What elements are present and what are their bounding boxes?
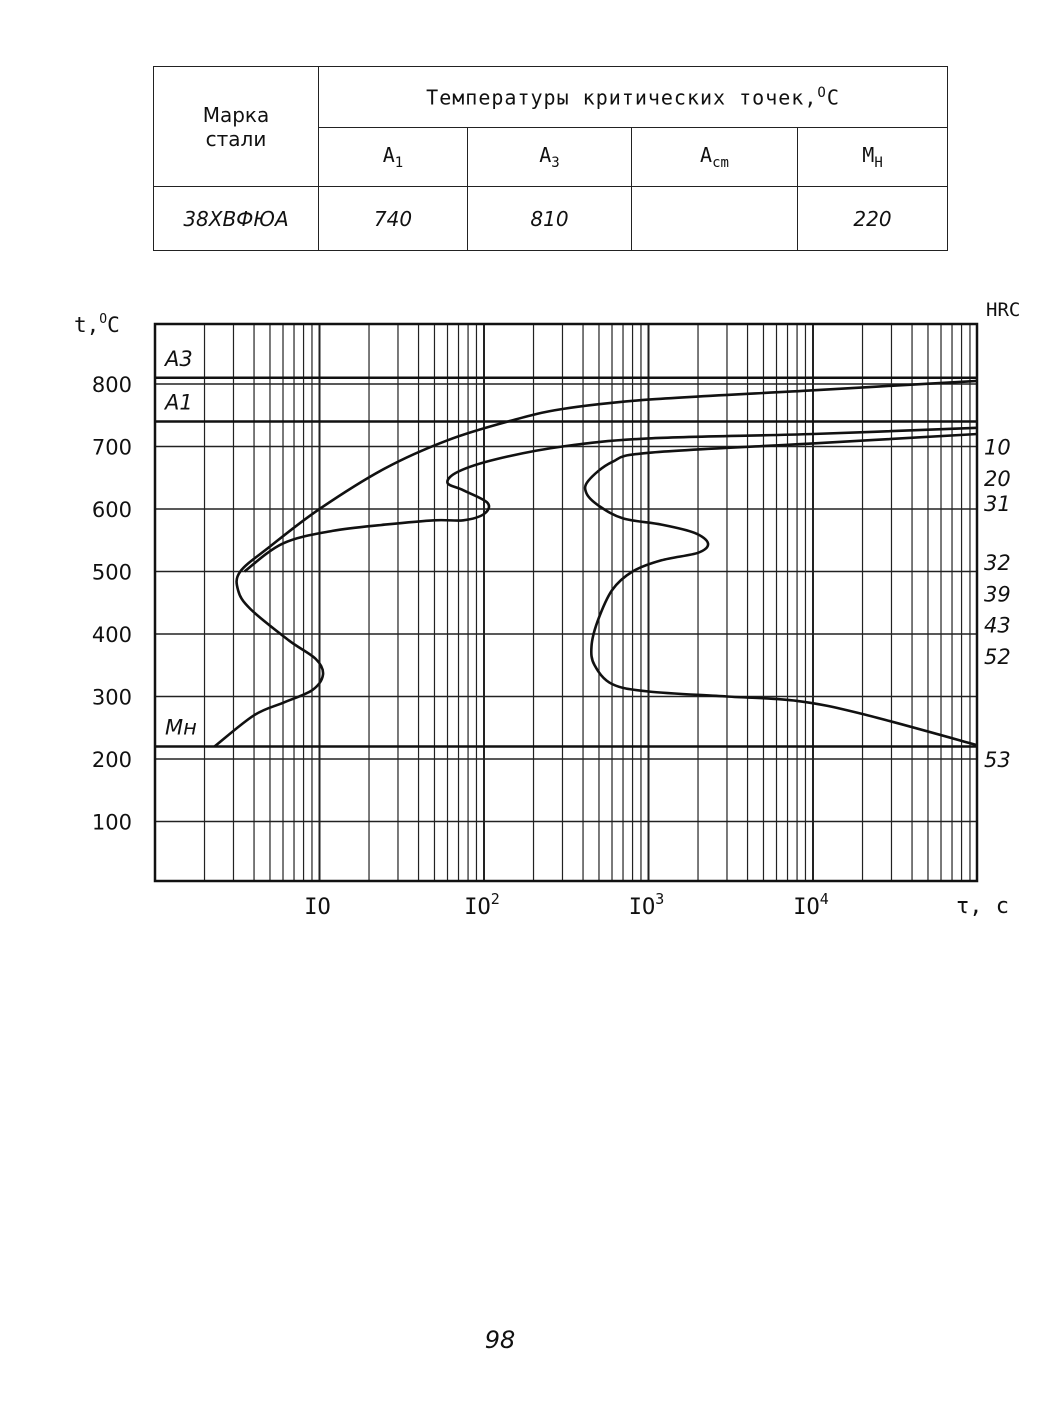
x-tick-label: $IO^3$ bbox=[628, 890, 665, 920]
col-a3-header: $A_3$ bbox=[468, 128, 632, 187]
y-tick-label: 600 bbox=[91, 498, 132, 522]
hrc-labels bbox=[984, 436, 1011, 773]
x-axis-labels bbox=[304, 890, 829, 920]
col-acm-header: $A_{cm}$ bbox=[632, 128, 798, 187]
y-tick-label: 300 bbox=[91, 685, 132, 710]
steel-grade-header: Марка стали bbox=[154, 67, 319, 187]
hrc-value: 31 bbox=[984, 491, 1011, 516]
x-tick-label: IO bbox=[304, 895, 331, 920]
hrc-value: 20 bbox=[984, 466, 1011, 491]
y-tick-label: 200 bbox=[91, 748, 132, 772]
page-number: 98 bbox=[484, 1326, 516, 1354]
hrc-value: 52 bbox=[984, 644, 1011, 669]
x-axis-title: τ, с bbox=[956, 894, 1009, 919]
reference-label-mn: Mн bbox=[165, 715, 197, 740]
curve-end-upper bbox=[245, 428, 978, 572]
col-a1-header: $A_1$ bbox=[319, 128, 468, 187]
steel-grade-value: 38ХВФЮА bbox=[154, 187, 319, 251]
reference-label-a3: A3 bbox=[165, 346, 193, 371]
mn-value: 220 bbox=[798, 187, 948, 251]
right-axis-title: HRC bbox=[986, 299, 1021, 321]
hrc-value: 43 bbox=[984, 613, 1011, 638]
y-tick-label: 800 bbox=[91, 373, 132, 397]
y-axis-labels bbox=[92, 373, 132, 835]
x-tick-label: $IO^2$ bbox=[464, 890, 500, 920]
y-tick-label: 700 bbox=[91, 435, 132, 460]
y-axis-title: t,$^O$C bbox=[74, 312, 120, 337]
a3-value: 810 bbox=[468, 187, 632, 251]
y-tick-label: 400 bbox=[91, 623, 132, 647]
y-tick-label: 100 bbox=[91, 810, 132, 835]
x-tick-label: $IO^4$ bbox=[793, 890, 829, 920]
critical-temperatures-header: Температуры критических точек,$^О$С bbox=[319, 67, 948, 128]
hrc-value: 10 bbox=[984, 435, 1011, 460]
hrc-value: 39 bbox=[984, 582, 1011, 607]
hrc-value: 32 bbox=[984, 551, 1011, 576]
reference-line-labels bbox=[163, 347, 197, 740]
hrc-value: 53 bbox=[984, 748, 1011, 772]
y-tick-label: 500 bbox=[91, 560, 132, 585]
reference-label-a1: A1 bbox=[165, 390, 193, 415]
col-mn-header: $M_H$ bbox=[798, 128, 948, 187]
curve-start-lower bbox=[585, 434, 977, 745]
a1-value: 740 bbox=[319, 187, 468, 251]
